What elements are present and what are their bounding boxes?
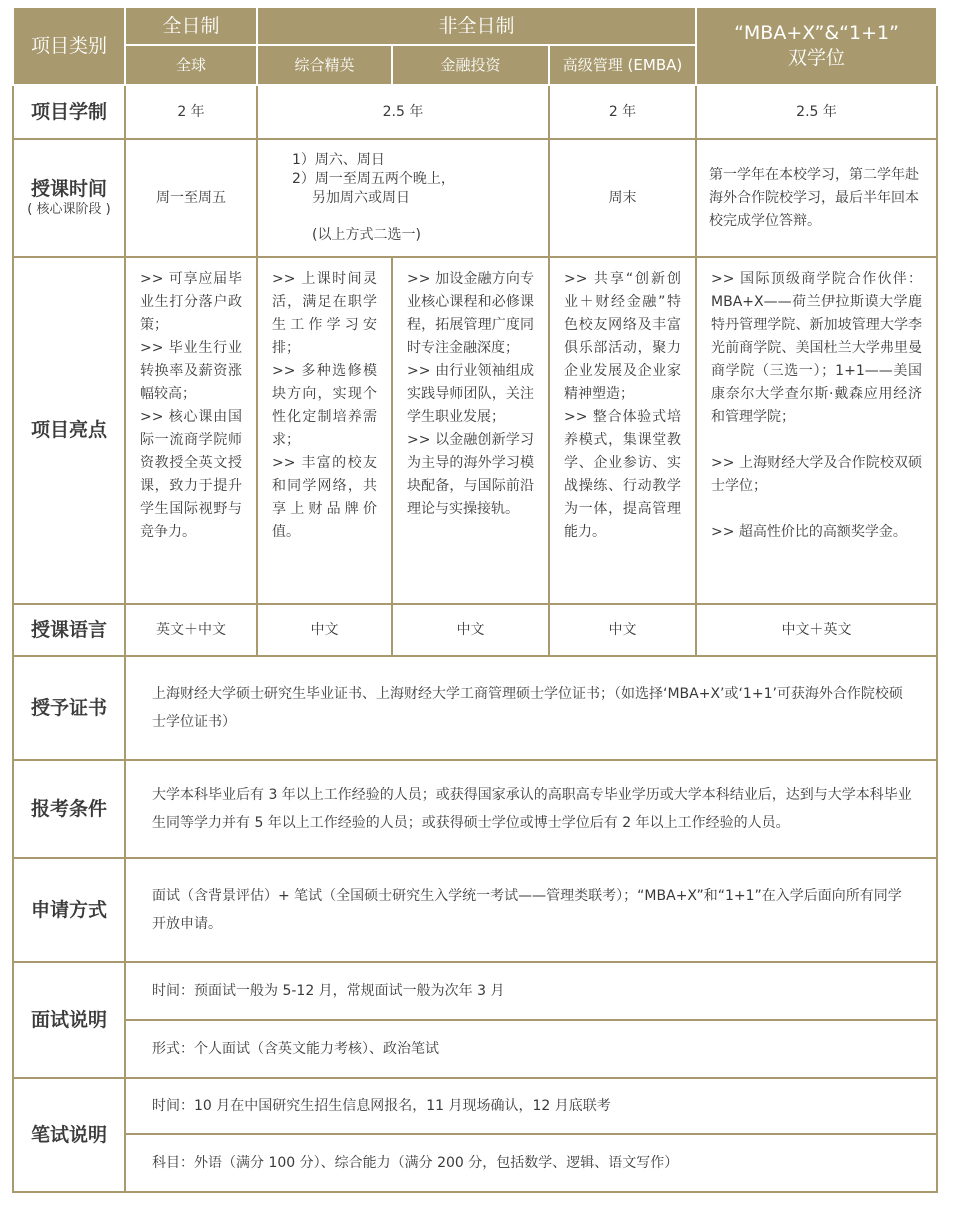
cell-value: 中文＋英文 xyxy=(696,604,937,656)
row-label: 授予证书 xyxy=(13,656,125,760)
cell-highlights-comprehensive xyxy=(257,257,392,604)
cell-value: 中文 xyxy=(257,604,392,656)
header-comprehensive: 综合精英 xyxy=(257,45,392,85)
cell-value: 大学本科毕业后有 3 年以上工作经验的人员；或获得国家承认的高职高专毕业学历或大学本科结业后，达到与大学本科毕业生同等学力并有 5 年以上工作经验的人员；或获得硕士学位或博士学位后有 2 年以上工作经验的人员。 xyxy=(125,760,937,858)
cell-value: 科目：外语（满分 100 分）、综合能力（满分 200 分，包括数学、逻辑、语文写作） xyxy=(125,1134,937,1192)
row-schedule xyxy=(13,139,937,257)
list-item: >> 丰富的校友和同学网络，共享上财品牌价值。 xyxy=(272,455,377,540)
list-item: >> 上课时间灵活，满足在职学生工作学习安排； xyxy=(272,271,377,356)
row-certificate xyxy=(13,656,937,760)
cell-value: 面试（含背景评估）+ 笔试（全国硕士研究生入学统一考试——管理类联考）；“MBA+X”和“1+1”在入学后面向所有同学开放申请。 xyxy=(125,858,937,962)
list-item: >> 可享应届毕业生打分落户政策； xyxy=(140,271,242,333)
row-highlights xyxy=(13,257,937,604)
cell-value: 2 年 xyxy=(125,85,257,139)
row-label: 授课语言 xyxy=(13,604,125,656)
cell-highlights-dual xyxy=(696,257,937,604)
cell-value: 2 年 xyxy=(549,85,696,139)
list-item: >> 核心课由国际一流商学院师资教授全英文授课，致力于提升学生国际视野与竞争力。 xyxy=(140,409,242,540)
row-exam xyxy=(13,1078,937,1134)
header-dual-degree xyxy=(696,7,937,85)
header-finance: 金融投资 xyxy=(392,45,549,85)
list-item: >> 整合体验式培养模式，集课堂教学、企业参访、实战操练、行动教学为一体，提高管理能力。 xyxy=(564,409,682,540)
row-label: 报考条件 xyxy=(13,760,125,858)
schedule-note: (以上方式二选一) xyxy=(312,227,421,243)
cell-value: 上海财经大学硕士研究生毕业证书、上海财经大学工商管理硕士学位证书；（如选择‘MBA+X’或‘1+1’可获海外合作院校硕士学位证书） xyxy=(125,656,937,760)
list-item: 另加周六或周日 xyxy=(312,190,410,206)
list-item: >> 国际顶级商学院合作伙伴：MBA+X——荷兰伊拉斯谟大学鹿特丹管理学院、新加坡管理大学李光前商学院、美国杜兰大学弗里曼商学院（三选一）；1+1——美国康奈尔大学查尔斯·戴森应用经济和管理学院； xyxy=(711,271,923,425)
list-item: >> 共享“创新创业＋财经金融”特色校友网络及丰富俱乐部活动，聚力企业发展及企业家精神塑造； xyxy=(564,271,682,402)
cell-value: 周一至周五 xyxy=(125,139,257,257)
row-label: 申请方式 xyxy=(13,858,125,962)
row-label: 面试说明 xyxy=(13,962,125,1078)
list-item: >> 多种选修模块方向，实现个性化定制培养需求； xyxy=(272,363,377,448)
row-label-main: 授课时间 xyxy=(30,177,107,200)
header-parttime: 非全日制 xyxy=(257,7,696,45)
row-language xyxy=(13,604,937,656)
cell-value: 中文 xyxy=(549,604,696,656)
list-item: >> 由行业领袖组成实践导师团队，关注学生职业发展； xyxy=(407,363,534,425)
header-category: 项目类别 xyxy=(13,7,125,85)
cell-highlights-global xyxy=(125,257,257,604)
cell-value: 2.5 年 xyxy=(257,85,549,139)
cell-value: 2.5 年 xyxy=(696,85,937,139)
header-dual-line1: “MBA+X”&“1+1” xyxy=(734,22,899,44)
row-label: 笔试说明 xyxy=(13,1078,125,1192)
row-label: 项目学制 xyxy=(13,85,125,139)
row-label xyxy=(13,139,125,257)
cell-value: 英文＋中文 xyxy=(125,604,257,656)
row-requirements xyxy=(13,760,937,858)
cell-value: 时间：10 月在中国研究生招生信息网报名，11 月现场确认，12 月底联考 xyxy=(125,1078,937,1134)
row-application xyxy=(13,858,937,962)
row-interview xyxy=(13,962,937,1020)
header-fulltime: 全日制 xyxy=(125,7,257,45)
program-comparison-table xyxy=(12,6,936,1193)
row-label-sub: ( 核心课阶段 ) xyxy=(27,201,111,217)
cell-highlights-emba xyxy=(549,257,696,604)
list-item: 2）周一至周五两个晚上， xyxy=(292,171,455,187)
row-label: 项目亮点 xyxy=(13,257,125,604)
list-item: >> 以金融创新学习为主导的海外学习模块配备，与国际前沿理论与实操接轨。 xyxy=(407,432,534,517)
cell-highlights-finance xyxy=(392,257,549,604)
cell-value: 周末 xyxy=(549,139,696,257)
list-item: >> 毕业生行业转换率及薪资涨幅较高； xyxy=(140,340,242,402)
header-emba: 高级管理 (EMBA) xyxy=(549,45,696,85)
row-duration xyxy=(13,85,937,139)
cell-value: 时间：预面试一般为 5-12 月，常规面试一般为次年 3 月 xyxy=(125,962,937,1020)
list-item: >> 上海财经大学及合作院校双硕士学位； xyxy=(711,455,923,494)
header-dual-line2: 双学位 xyxy=(788,47,846,69)
cell-value: 中文 xyxy=(392,604,549,656)
cell-value: 形式：个人面试（含英文能力考核）、政治笔试 xyxy=(125,1020,937,1078)
list-item: >> 超高性价比的高额奖学金。 xyxy=(711,524,907,540)
list-item: >> 加设金融方向专业核心课程和必修课程，拓展管理广度同时专注金融深度； xyxy=(407,271,534,356)
cell-value: 第一学年在本校学习，第二学年赴海外合作院校学习，最后半年回本校完成学位答辩。 xyxy=(696,139,937,257)
header-global: 全球 xyxy=(125,45,257,85)
list-item: 1）周六、周日 xyxy=(292,152,385,168)
cell-schedule-parttime xyxy=(257,139,549,257)
